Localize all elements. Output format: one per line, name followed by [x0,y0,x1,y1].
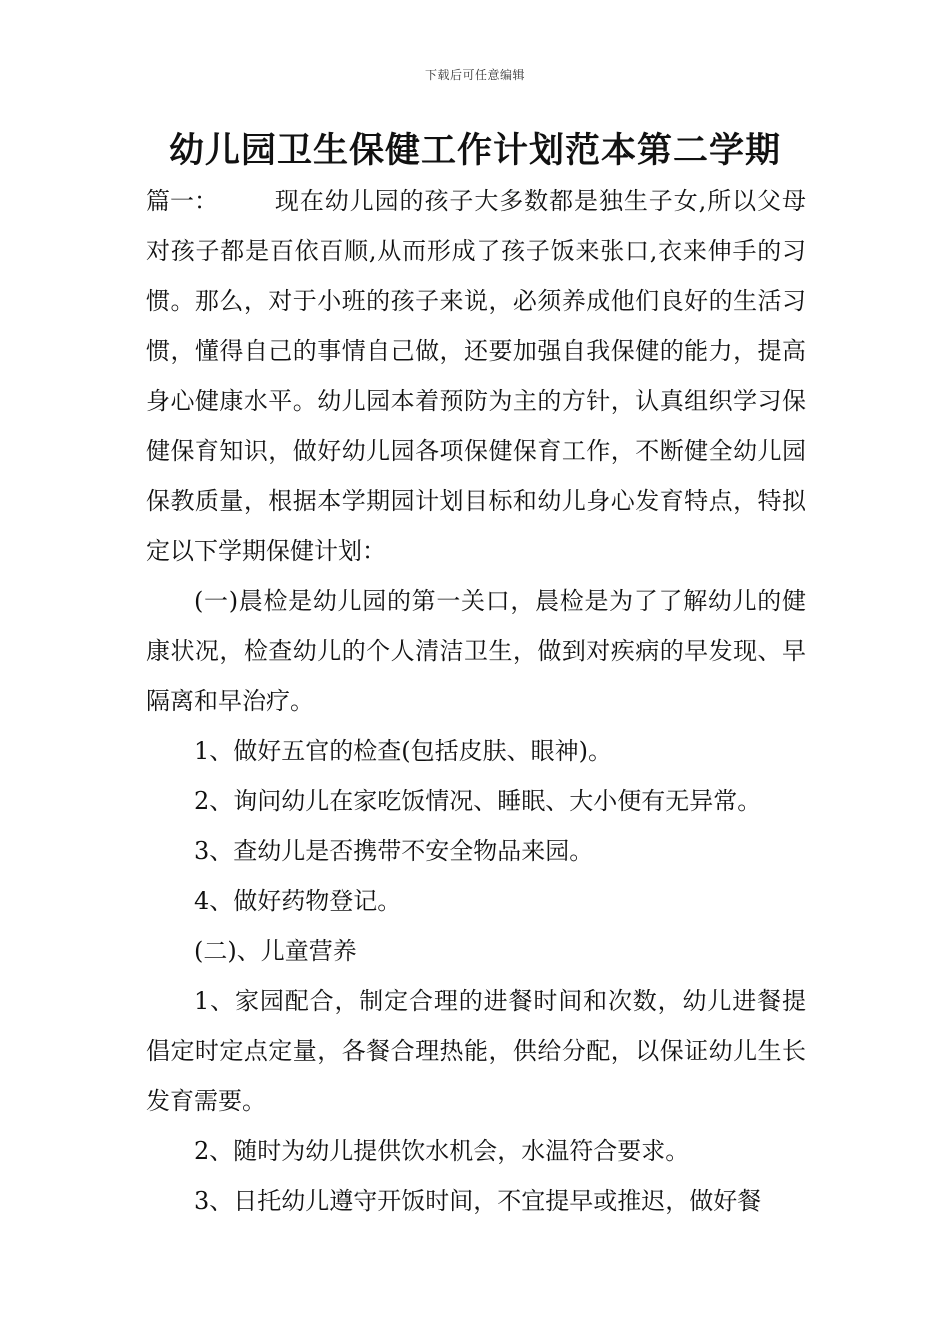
section-1-morning-check: (一)晨检是幼儿园的第一关口，晨检是为了了解幼儿的健康状况，检查幼儿的个人清洁卫生，做到对疾病的早发现、早隔离和早治疗。 [146,587,806,715]
list-item-2-1: 1、家园配合，制定合理的进餐时间和次数，幼儿进餐提倡定时定点定量，各餐合理热能，供给分配，以保证幼儿生长发育需要。 [146,987,806,1115]
list-item-2-3: 3、日托幼儿遵守开饭时间，不宜提早或推迟，做好餐 [194,1187,762,1215]
section-2-heading: (二)、儿童营养 [194,937,357,965]
list-item-2-2: 2、随时为幼儿提供饮水机会，水温符合要求。 [194,1137,690,1165]
document-title: 幼儿园卫生保健工作计划范本第二学期 [168,130,781,171]
list-item-1-3: 3、查幼儿是否携带不安全物品来园。 [194,837,594,865]
list-item-1-4: 4、做好药物登记。 [194,887,402,915]
list-item-1-2: 2、询问幼儿在家吃饭情况、睡眠、大小便有无异常。 [194,787,762,815]
list-item-1-1: 1、做好五官的检查(包括皮肤、眼神)。 [194,737,612,765]
intro-text: 现在幼儿园的孩子大多数都是独生子女,所以父母对孩子都是百依百顺,从而形成了孩子饭来张口,衣来伸手的习惯。那么，对于小班的孩子来说，必须养成他们良好的生活习惯，懂得自己的事情自己做，还要加强自我保健的能力，提高身心健康水平。幼儿园本着预防为主的方针，认真组织学习保健保育知识，做好幼儿园各项保健保育工作，不断健全幼儿园保教质量，根据本学期园计划目标和幼儿身心发育特点，特拟定以下学期保健计划： [146,187,806,565]
intro-paragraph [146,176,806,576]
intro-label: 篇一： [146,187,218,215]
page-header-note: 下载后可任意编辑 [424,68,525,82]
document-body [146,176,806,1226]
